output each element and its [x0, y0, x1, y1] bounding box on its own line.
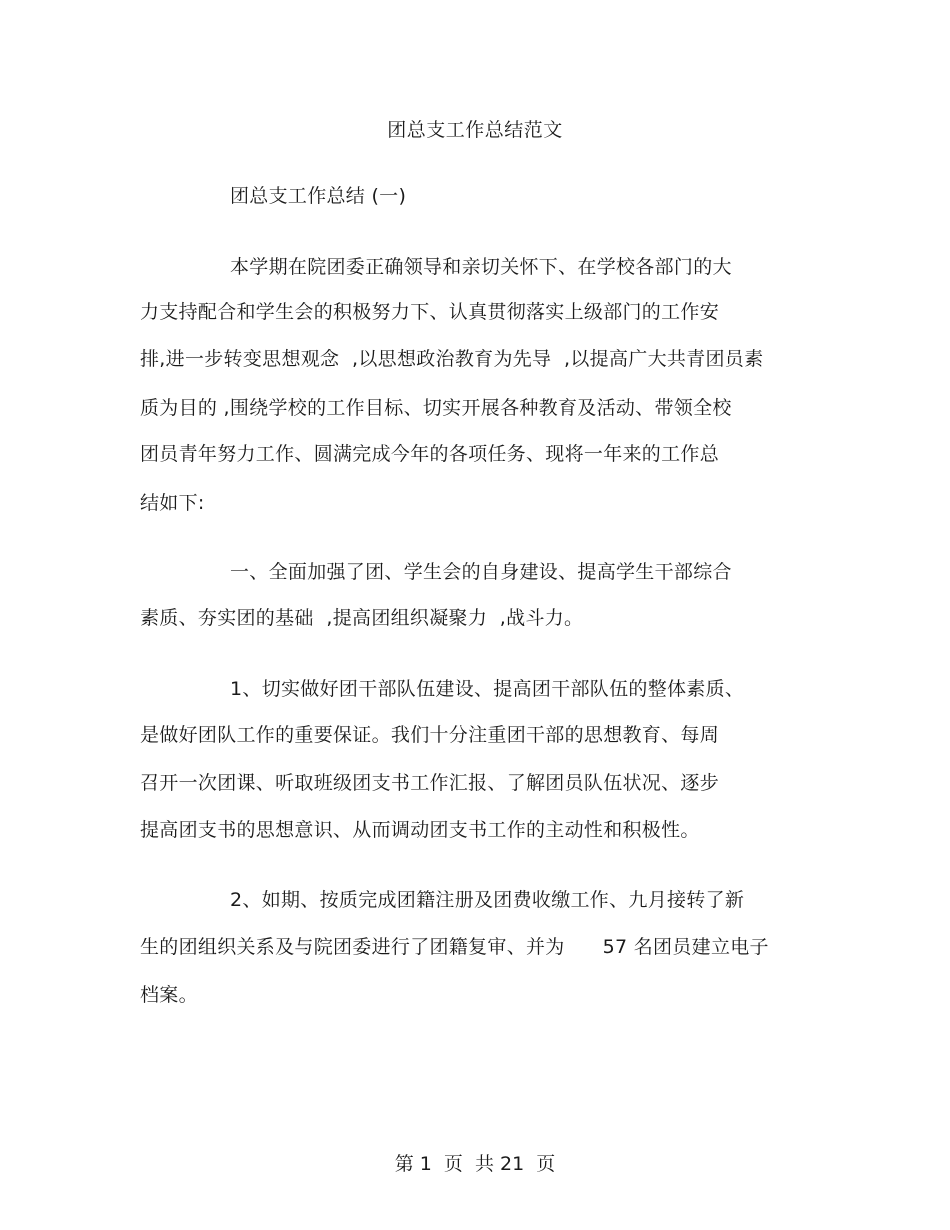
paragraph-1-line-6: 结如下:: [140, 492, 205, 514]
paragraph-2-line-2: 素质、夯实团的基础 ,提高团组织凝聚力 ,战斗力。: [140, 607, 584, 629]
paragraph-1-line-4: 质为目的 ,围绕学校的工作目标、切实开展各种教育及活动、带领全校: [140, 397, 732, 419]
paragraph-4-line-2: 生的团组织关系及与院团委进行了团籍复审、并为 57 名团员建立电子: [140, 936, 769, 958]
paragraph-3-line-4: 提高团支书的思想意识、从而调动团支书工作的主动性和积极性。: [140, 819, 700, 841]
paragraph-1-line-1: 本学期在院团委正确领导和亲切关怀下、在学校各部门的大: [230, 256, 732, 278]
paragraph-1-line-2: 力支持配合和学生会的积极努力下、认真贯彻落实上级部门的工作安: [140, 301, 720, 323]
paragraph-3-line-2: 是做好团队工作的重要保证。我们十分注重团干部的思想教育、每周: [140, 724, 720, 746]
paragraph-3-line-3: 召开一次团课、听取班级团支书工作汇报、了解团员队伍状况、逐步: [140, 772, 720, 794]
paragraph-4-line-3: 档案。: [140, 984, 198, 1006]
paragraph-1-line-5: 团员青年努力工作、圆满完成今年的各项任务、现将一年来的工作总: [140, 443, 720, 465]
page-number-footer: 第 1 页 共 21 页: [394, 1153, 556, 1175]
section-heading: 团总支工作总结 (一): [230, 185, 407, 207]
paragraph-2-line-1: 一、全面加强了团、学生会的自身建设、提高学生干部综合: [230, 561, 732, 583]
paragraph-1-line-3: 排,进一步转变思想观念 ,以思想政治教育为先导 ,以提高广大共青团员素: [140, 348, 764, 370]
document-title: 团总支工作总结范文: [387, 119, 563, 141]
paragraph-4-line-1: 2、如期、按质完成团籍注册及团费收缴工作、九月接转了新: [230, 889, 745, 911]
paragraph-3-line-1: 1、切实做好团干部队伍建设、提高团干部队伍的整体素质、: [230, 678, 745, 700]
